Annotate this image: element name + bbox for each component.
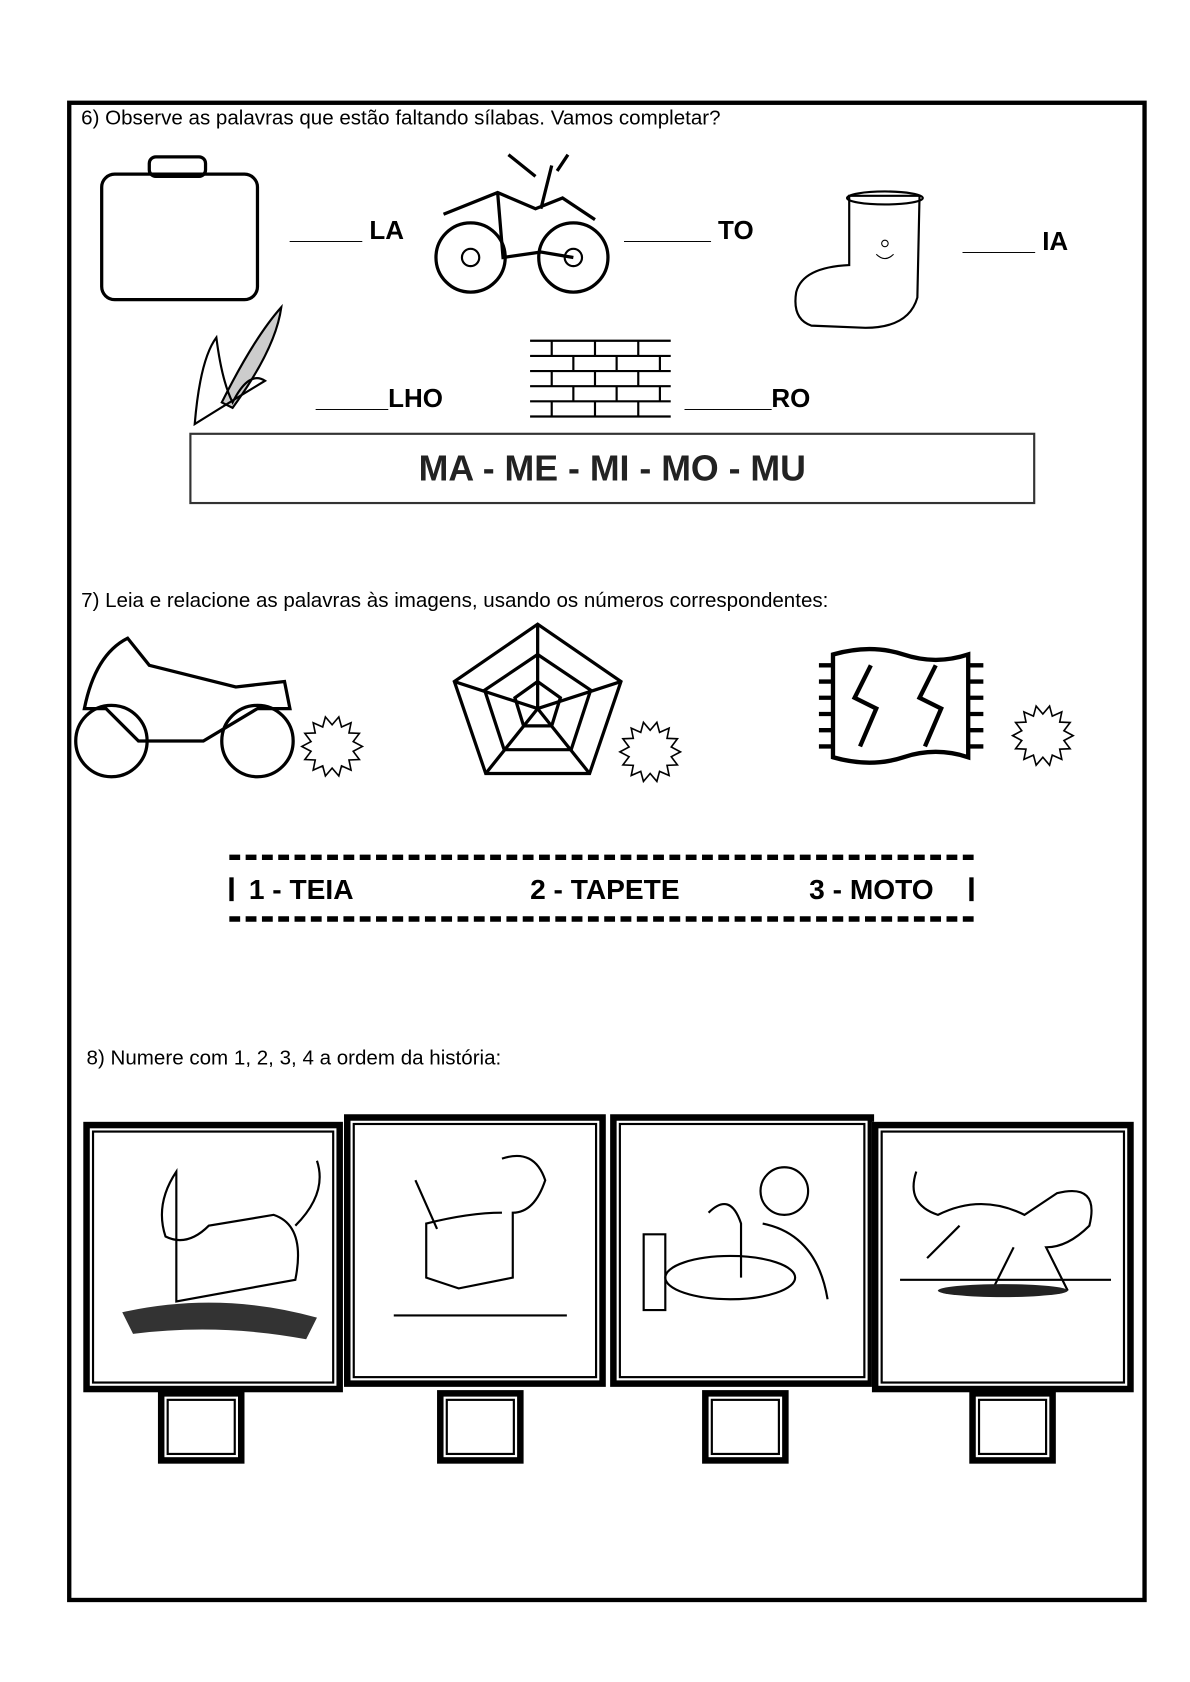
blank-word-muro[interactable]: ______RO [684,384,811,414]
order-box-4[interactable] [969,1390,1056,1464]
suitcase-image [97,155,261,304]
corn-image [189,305,286,426]
sock-image [790,189,933,332]
order-box-1[interactable] [158,1390,245,1464]
brick-wall-image [530,339,671,417]
answer-star-moto[interactable] [301,714,364,779]
running-dog-drawing [895,1150,1122,1334]
option-tapete: 2 - TAPETE [530,873,680,906]
order-box-2[interactable] [437,1390,524,1464]
motorcycle-image [433,155,613,301]
sport-motorcycle-image [74,633,301,782]
syllables-box [189,433,1035,504]
question-6-title: 6) Observe as palavras que estão faltando sílabas. Vamos completar? [81,107,721,130]
answer-star-teia[interactable] [619,719,682,784]
story-scene-bathing-dog [610,1114,874,1387]
option-moto: 3 - MOTO [809,873,934,906]
bathing-dog-drawing [633,1148,860,1332]
syllables-text: MA - ME - MI - MO - MU [418,447,806,488]
dash-bar-left [229,877,233,901]
word-options-box [229,855,973,922]
dog-in-mud-drawing [111,1161,327,1345]
option-teia: 1 - TEIA [248,873,354,906]
clean-dog-drawing [372,1148,588,1332]
order-box-3[interactable] [702,1390,789,1464]
question-8-title: 8) Numere com 1, 2, 3, 4 a ordem da história: [86,1047,502,1070]
blank-word-milho[interactable]: _____LHO [315,384,443,414]
spider-web-image [452,622,623,776]
blank-word-mala[interactable]: _____ LA [289,216,404,246]
story-scene-dog-running [872,1122,1134,1392]
blank-word-meia[interactable]: _____ IA [962,227,1069,257]
story-scene-clean-dog [344,1114,606,1387]
story-scene-dog-in-mud [83,1122,343,1392]
rug-image [817,644,986,768]
dash-bar-right [969,877,973,901]
question-7-title: 7) Leia e relacione as palavras às imagens, usando os números correspondentes: [81,589,829,613]
blank-word-moto[interactable]: ______ TO [624,216,754,246]
answer-star-tapete[interactable] [1011,703,1074,768]
